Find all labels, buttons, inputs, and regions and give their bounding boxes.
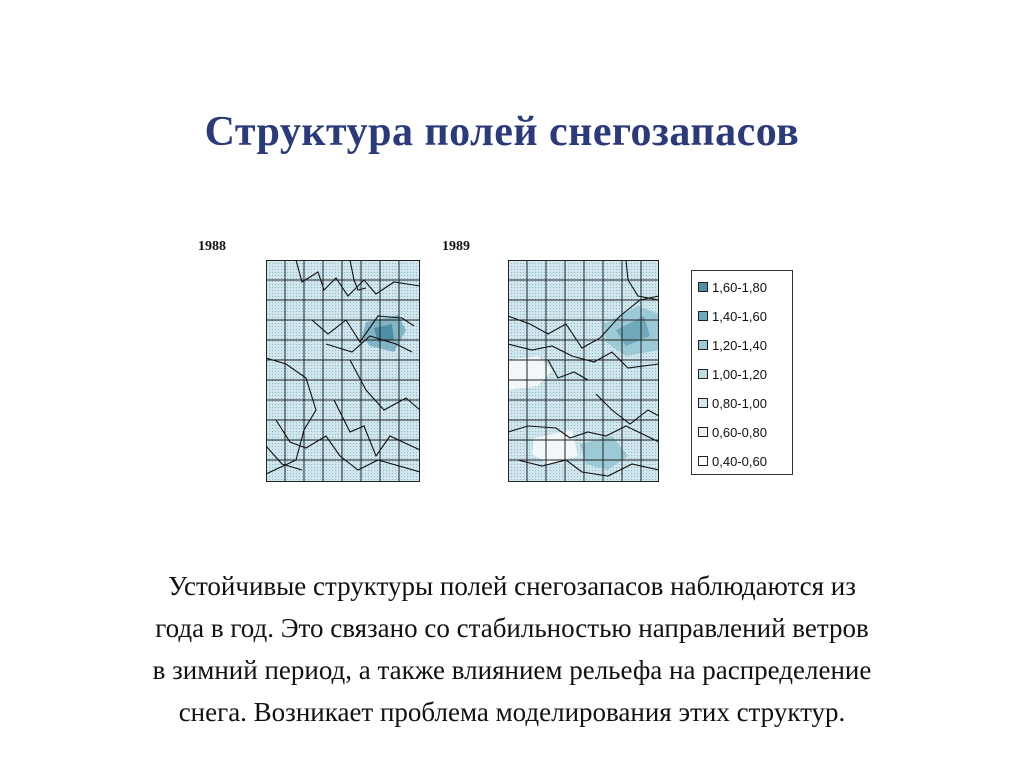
legend-swatch bbox=[698, 427, 708, 437]
legend-label: 0,80-1,00 bbox=[712, 395, 767, 411]
legend-item bbox=[698, 309, 767, 323]
snow-map-1989 bbox=[508, 260, 659, 482]
legend-item bbox=[698, 280, 767, 294]
legend-swatch bbox=[698, 456, 708, 466]
legend-label: 1,20-1,40 bbox=[712, 337, 767, 353]
legend bbox=[691, 270, 793, 475]
legend-label: 1,00-1,20 bbox=[712, 366, 767, 382]
legend-swatch bbox=[698, 311, 708, 321]
legend-item bbox=[698, 367, 767, 381]
snow-map-1988 bbox=[266, 260, 420, 482]
legend-label: 1,40-1,60 bbox=[712, 308, 767, 324]
paragraph-line: Устойчивые структуры полей снегозапасов наблюдаются из bbox=[168, 571, 856, 601]
legend-item bbox=[698, 338, 767, 352]
legend-swatch bbox=[698, 340, 708, 350]
legend-label: 0,40-0,60 bbox=[712, 453, 767, 469]
paragraph-line: в зимний период, а также влиянием рельефа на распределение bbox=[152, 655, 872, 685]
legend-swatch bbox=[698, 398, 708, 408]
paragraph-line: года в год. Это связано со стабильностью направлений ветров bbox=[155, 613, 869, 643]
map-background bbox=[266, 260, 420, 482]
legend-label: 0,60-0,80 bbox=[712, 424, 767, 440]
map-year-label-1989: 1989 bbox=[442, 239, 470, 254]
description-paragraph bbox=[40, 565, 984, 733]
legend-label: 1,60-1,80 bbox=[712, 279, 767, 295]
map-year-label-1988: 1988 bbox=[198, 239, 226, 254]
paragraph-line: снега. Возникает проблема моделирования этих структур. bbox=[178, 697, 846, 727]
legend-swatch bbox=[698, 369, 708, 379]
legend-item bbox=[698, 454, 767, 468]
slide-title: Структура полей снегозапасов bbox=[204, 109, 800, 155]
legend-item bbox=[698, 396, 767, 410]
legend-swatch bbox=[698, 282, 708, 292]
legend-item bbox=[698, 425, 767, 439]
